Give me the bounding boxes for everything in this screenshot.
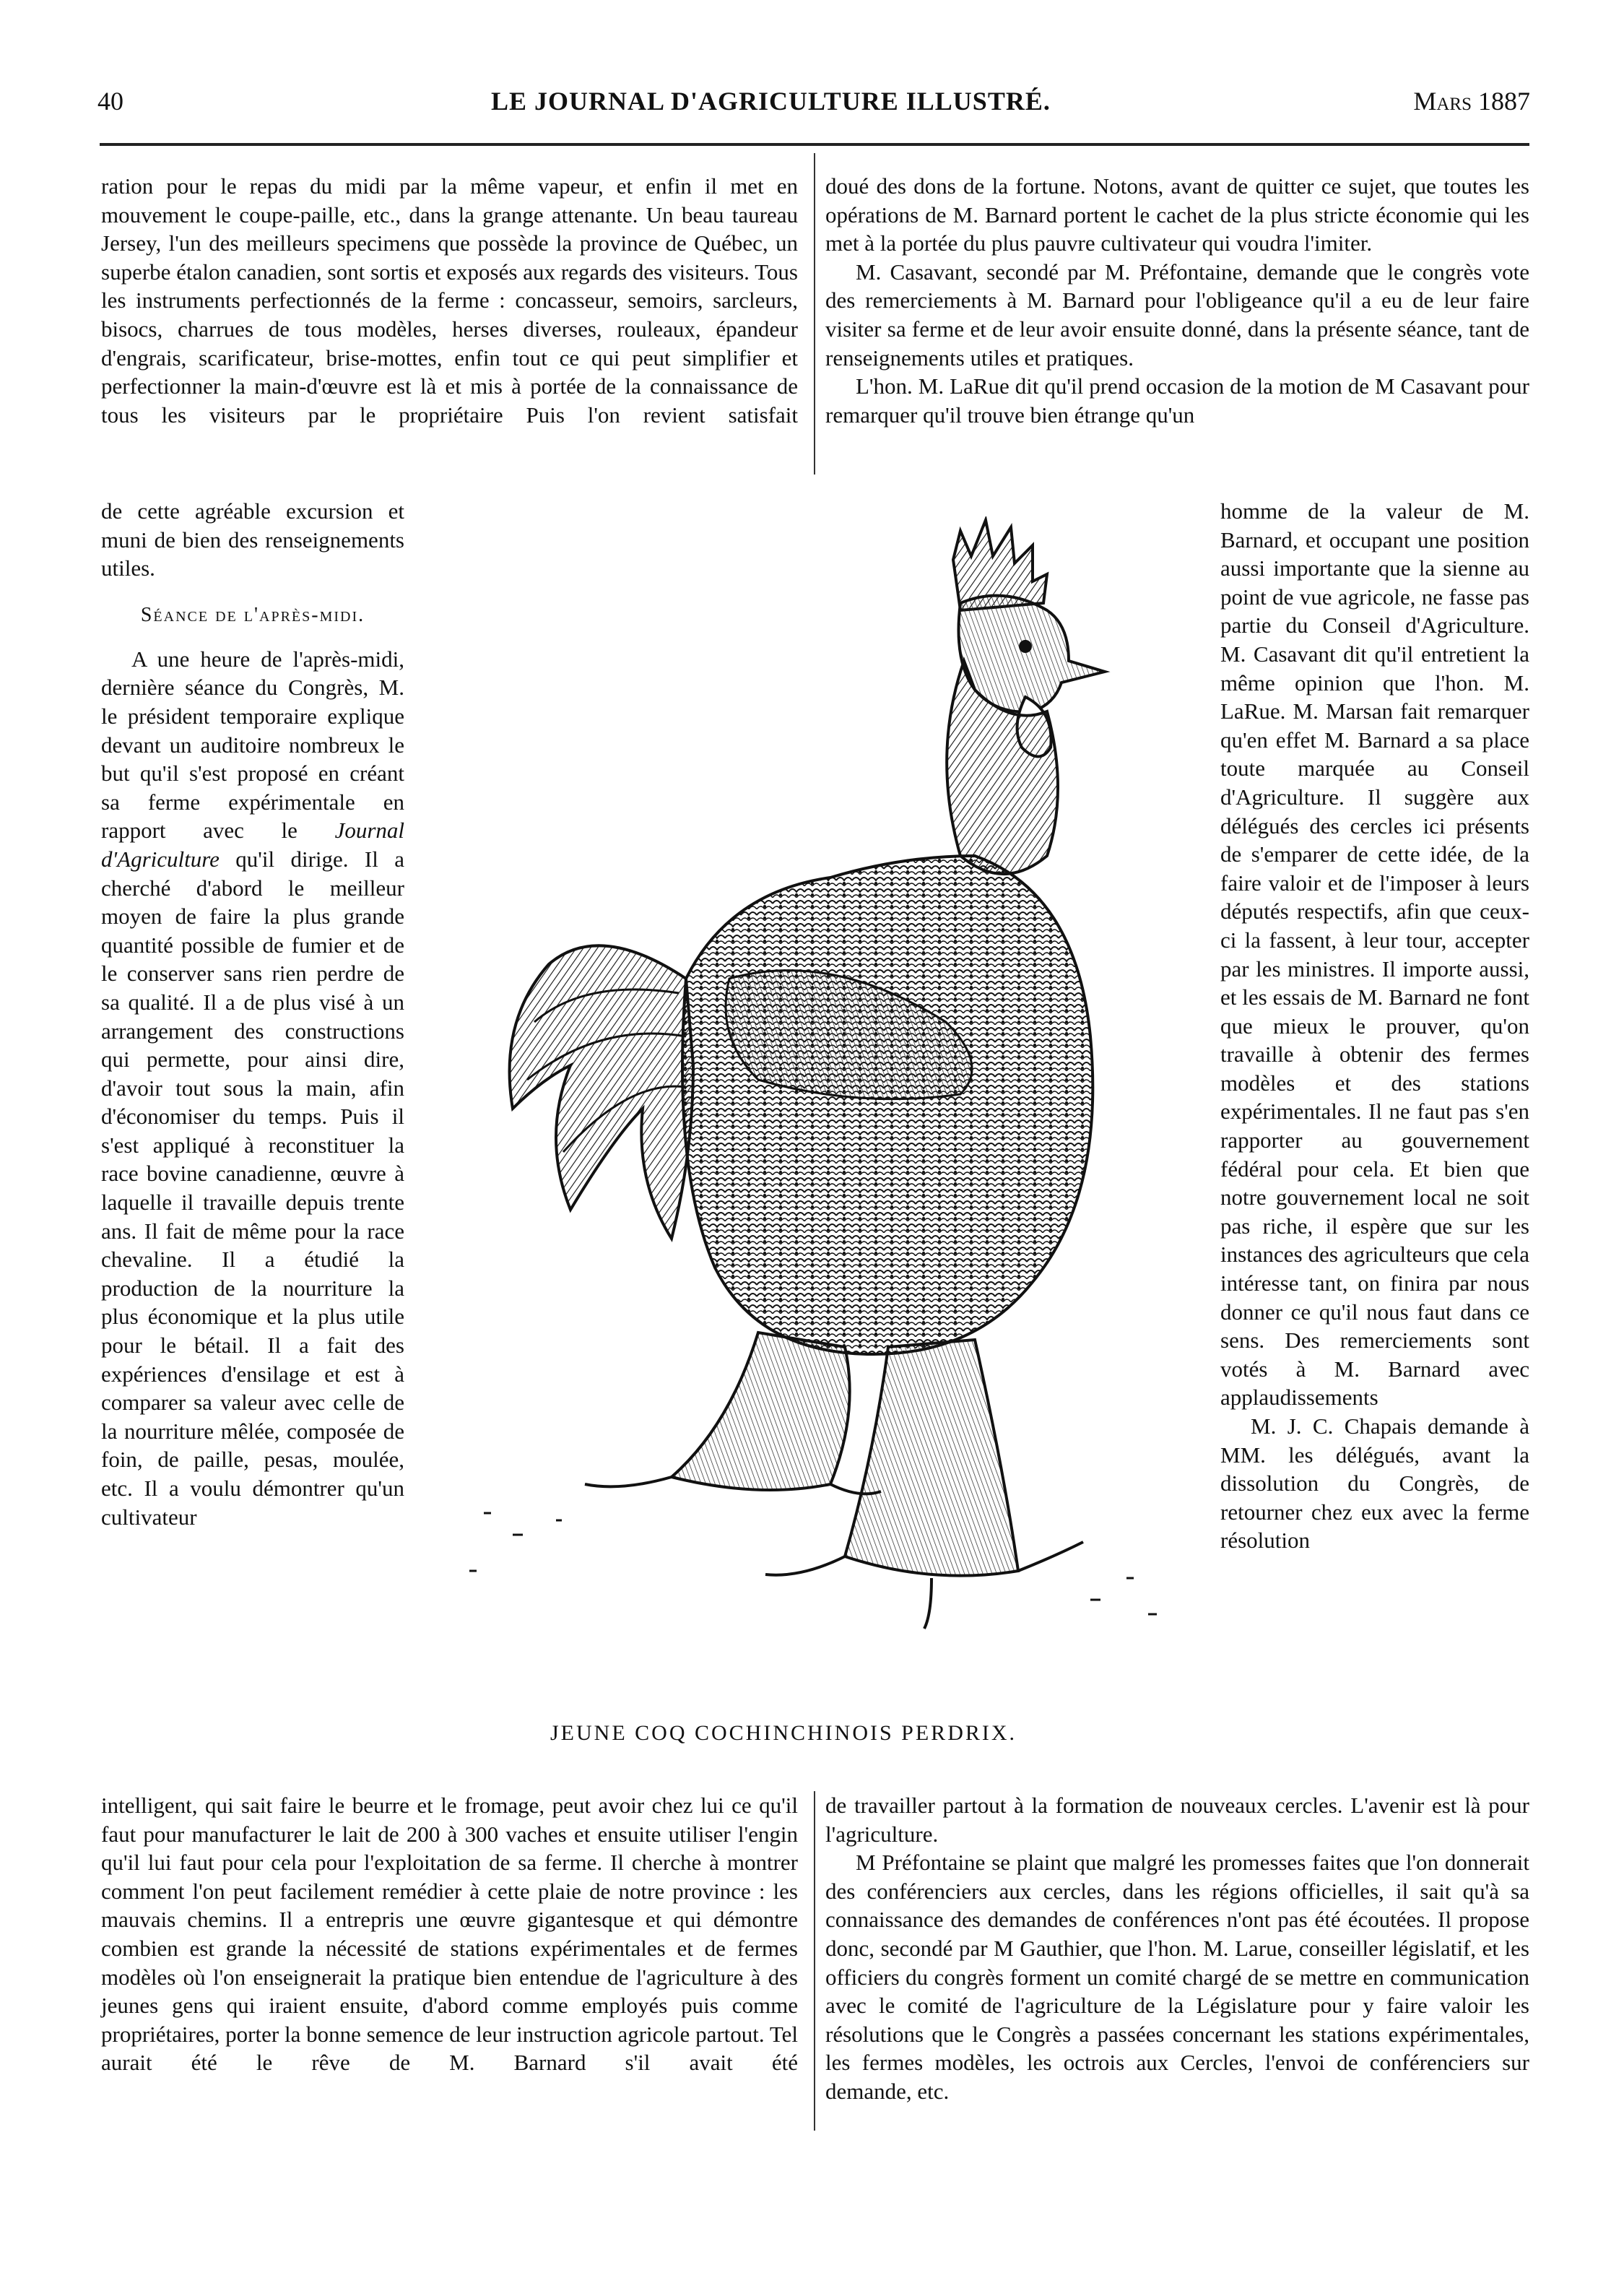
column-separator-top	[814, 153, 815, 475]
article-paragraph: de travailler partout à la formation de nouveaux cercles. L'avenir est là pour l'agriculture.	[825, 1793, 1529, 1847]
journal-title: LE JOURNAL D'AGRICULTURE ILLUSTRÉ.	[491, 87, 1051, 116]
issue-date: Mars 1887	[1413, 87, 1530, 116]
header-rule	[100, 143, 1529, 146]
left-column-bottom	[101, 1791, 798, 2077]
article-paragraph: homme de la valeur de M. Barnard, et occupant une position aussi importante que la sienne au point de vue agricole, ne fasse pas partie du Conseil d'Agriculture. M. Casavant dit qu'il entretient la même opinion que l'hon. M. LaRue. M. Marsan fait remarquer qu'en effet M. Barnard a sa place toute marquée au Conseil d'Agriculture. Il suggère aux délégués des cercles ici présents de s'emparer de cette idée, de la faire valoir et de l'imposer à leurs députés respectifs, afin que ceux-ci la fassent, à leur tour, accepter par les ministres. Il importe aussi, et les essais de M. Barnard ne font que mieux le prouver, qu'on travaille à obtenir des fermes modèles et des stations expérimentales. Il ne faut pas s'en rapporter au gouvernement fédéral pour cela. Et bien que notre gouvernement local ne soit pas riche, il espère que sur les instances des agriculteurs que cela intéresse tant, on finira par nous donner ce qu'il nous faut dans ce sens. Des remerciements sont votés à M. Barnard avec applaudissements	[1220, 498, 1529, 1411]
rooster-illustration	[455, 516, 1191, 1686]
text-run: qu'il dirige. Il a cherché d'abord le meilleur moyen de faire la plus grande quantité possible de fumier et de le conserver sans rien perdre de sa qualité. Il a de plus visé à un arrangement des constructions qui permette, pour ainsi dire, d'avoir tout sous la main, afin d'économiser du temps. Puis il s'est appliqué à reconstituer la race bovine canadienne, œuvre à laquelle il travaille depuis trente ans. Il fait de même pour la race chevaline. Il a étudié la production de la nourriture la plus économique et la plus utile pour le bétail. Il a fait des expériences d'ensilage et est à comparer sa valeur avec celle de la nourriture mêlée, composée de foin, de paille, pesas, moulée, etc. Il a voulu démontrer qu'un cultivateur	[101, 846, 404, 1530]
article-paragraph: L'hon. M. LaRue dit qu'il prend occasion de la motion de M Casavant pour remarquer qu'il trouve bien étrange qu'un	[825, 373, 1529, 428]
article-paragraph: M. Casavant, secondé par M. Préfontaine, demande que le congrès vote des remerciements à M. Barnard pour l'obligeance qu'il a eu de leur faire visiter sa ferme et de leur avoir ensuite donné, dans la présente séance, tant de renseignements utiles et pratiques.	[825, 259, 1529, 371]
right-column-bottom	[825, 1791, 1529, 2106]
article-paragraph: M. J. C. Chapais demande à MM. les délégués, avant la dissolution du Congrès, de retourner chez eux avec la ferme résolution	[1220, 1413, 1529, 1554]
article-paragraph: ration pour le repas du midi par la même vapeur, et enfin il met en mouvement le coupe-paille, etc., dans la grange attenante. Un beau taureau Jersey, l'un des meilleurs specimens que possède la province de Québec, un superbe étalon canadien, sont sortis et exposés aux regards des visiteurs. Tous les instruments perfectionnés de la ferme : concasseur, semoirs, sarcleurs, bisocs, charrues de tous modèles, herses diverses, rouleaux, épandeur d'engrais, scarificateur, brise-mottes, enfin tout ce qui peut simplifier et perfectionner la main-d'œuvre est là et mis à portée de la connaissance de tous les visiteurs par le propriétaire Puis l'on revient satisfait	[101, 173, 798, 428]
right-leg	[845, 1340, 1018, 1576]
figure-caption: JEUNE COQ COCHINCHINOIS PERDRIX.	[550, 1721, 1017, 1745]
right-column-top	[825, 172, 1529, 429]
left-column-narrow	[101, 497, 404, 1531]
article-paragraph: de cette agréable excursion et muni de bien des renseignements utiles.	[101, 498, 404, 581]
article-paragraph	[101, 645, 404, 1531]
article-paragraph: M Préfontaine se plaint que malgré les promesses faites que l'on donnerait des conférenciers aux cercles, dans les régions officielles, il sait qu'à sa connaissance des demandes de conférences n'ont pas été écoutées. Il propose donc, secondé par M Gauthier, que l'hon. M. Larue, conseiller législatif, et les officiers du congrès forment un comité chargé de se mettre en communication avec le comité de l'agriculture de la Législature pour y faire valoir les résolutions que le Congrès a passées concernant les stations expérimentales, les fermes modèles, les octrois aux Cercles, l'envoi de conférenciers sur demande, etc.	[825, 1850, 1529, 2104]
journal-name-italic: Journal d'Agriculture	[101, 818, 405, 872]
page-number: 40	[97, 87, 123, 116]
column-separator-bottom	[814, 1791, 815, 2131]
article-paragraph: intelligent, qui sait faire le beurre et le fromage, peut avoir chez lui ce qu'il faut pour manufacturer le lait de 200 à 300 vaches et ensuite utiliser l'engin qu'il lui faut pour cela pour l'exploitation de sa ferme. Il cherche à montrer comment l'on peut facilement remédier à cette plaie de notre province : les mauvais chemins. Il a entrepris une œuvre gigantesque et qui démontre combien est grande la nécessité de stations expérimentales et de fermes modèles où l'on enseignerait la pratique bien entendue de l'agriculture à des jeunes gens qui iraient ensuite, d'abord comme employés puis comme propriétaires, porter la bonne semence de leur instruction agricole partout. Tel aurait été le rêve de M. Barnard s'il avait été	[101, 1793, 798, 2076]
article-paragraph: doué des dons de la fortune. Notons, avant de quitter ce sujet, que toutes les opérations de M. Barnard portent le cachet de la plus stricte économie qui les met à la portée du plus pauvre cultivateur qui voudra l'imiter.	[825, 173, 1529, 256]
text-run: A une heure de l'après-midi, dernière séance du Congrès, M. le président temporaire explique devant un auditoire nombreux le but qu'il s'est proposé en créant sa ferme expérimentale en rapport avec le	[101, 646, 404, 844]
right-column-narrow	[1220, 497, 1529, 1555]
left-leg	[672, 1333, 850, 1490]
tail	[510, 945, 693, 1239]
left-column-top	[101, 172, 798, 429]
body	[682, 856, 1093, 1354]
section-heading: Séance de l'après-midi.	[140, 603, 365, 626]
